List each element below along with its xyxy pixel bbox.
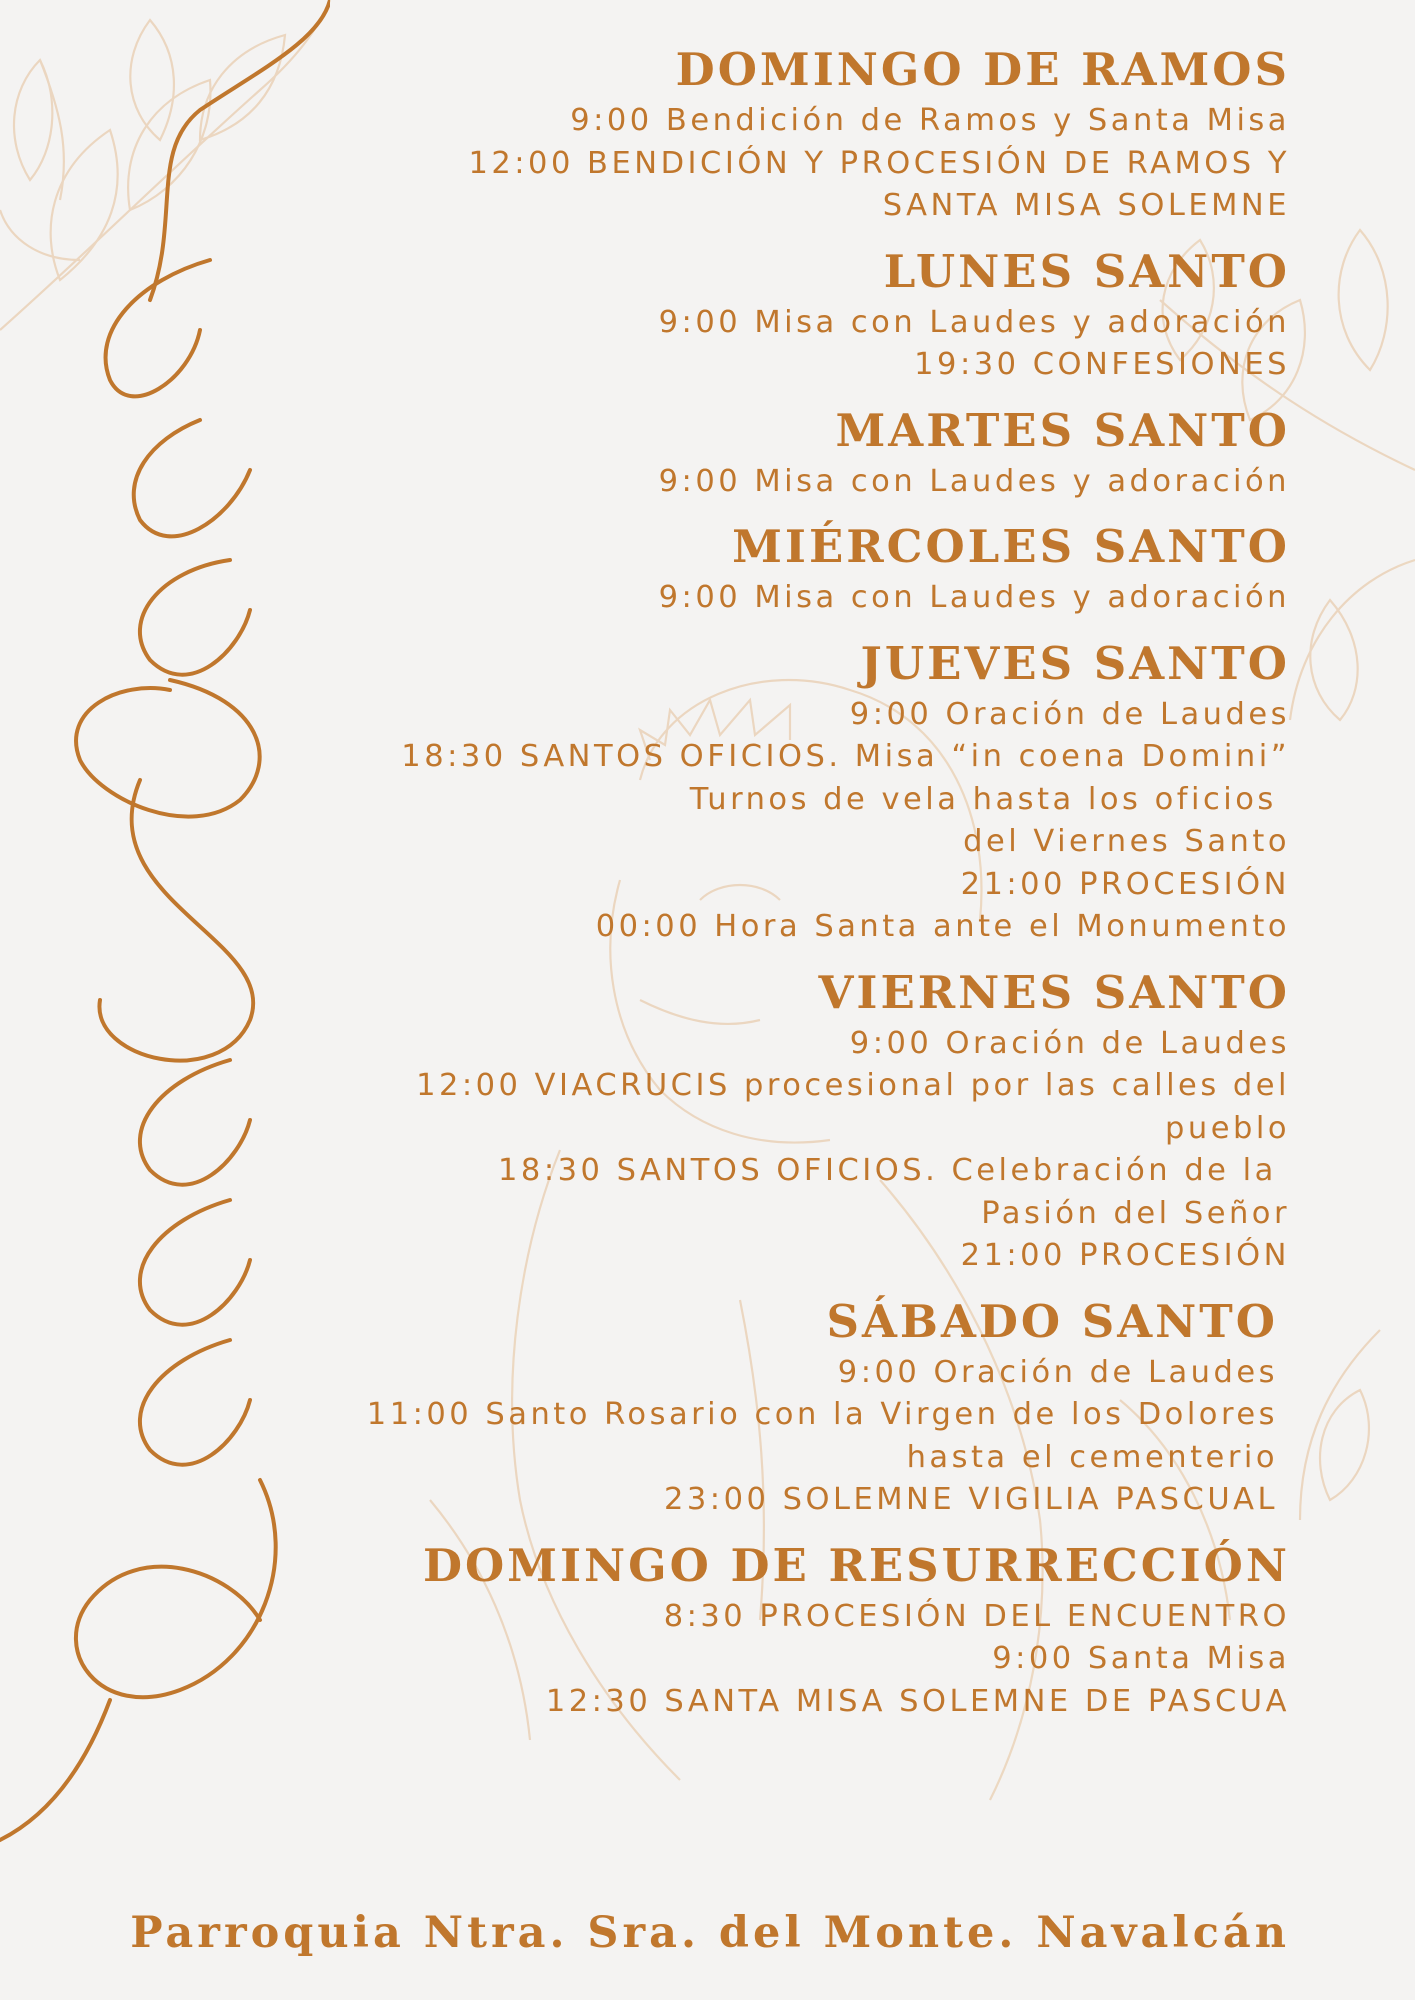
- event-line: 23:00 SOLEMNE VIGILIA PASCUAL: [664, 1482, 1278, 1517]
- day-miercoles-santo: [190, 517, 1290, 620]
- event-line: 9:00 Oración de Laudes: [849, 696, 1290, 732]
- event-line: 18:30 SANTOS OFICIOS. Misa “in coena Domini”: [401, 739, 1290, 774]
- event-line: 9:00 Misa con Laudes y adoración: [658, 304, 1290, 340]
- day-domingo-de-resurreccion: [190, 1536, 1290, 1724]
- event-line: 9:00 Santa Misa: [992, 1641, 1290, 1676]
- day-lunes-santo: [190, 242, 1290, 387]
- day-sabado-santo: [190, 1292, 1278, 1522]
- event-line: 12:00 VIACRUCIS procesional por las calles del: [416, 1068, 1290, 1103]
- event-line: 21:00 PROCESIÓN: [960, 1238, 1290, 1273]
- event-line: del Viernes Santo: [963, 824, 1290, 859]
- event-line: 9:00 Misa con Laudes y adoración: [658, 580, 1290, 615]
- event-line: 9:00 Misa con Laudes y adoración: [658, 463, 1290, 499]
- day-jueves-santo: [190, 634, 1290, 949]
- event-line: 12:00 BENDICIÓN Y PROCESIÓN DE RAMOS Y: [468, 145, 1290, 181]
- event-line: hasta el cementerio: [906, 1439, 1278, 1475]
- event-line: 9:00 Oración de Laudes: [849, 1025, 1290, 1061]
- event-line: Turnos de vela hasta los oficios: [689, 781, 1290, 817]
- day-domingo-de-ramos: [190, 40, 1290, 228]
- event-line: 21:00 PROCESIÓN: [960, 866, 1290, 902]
- event-line: 19:30 CONFESIONES: [914, 347, 1290, 382]
- day-title: SÁBADO SANTO: [826, 1294, 1278, 1348]
- day-martes-santo: [190, 401, 1290, 504]
- day-title: MARTES SANTO: [835, 403, 1290, 457]
- day-title: DOMINGO DE RAMOS: [675, 43, 1290, 96]
- footer-parish-name: Parroquia Ntra. Sra. del Monte. Navalcán: [130, 1908, 1290, 1958]
- day-title: JUEVES SANTO: [860, 636, 1290, 690]
- event-line: SANTA MISA SOLEMNE: [882, 188, 1290, 223]
- event-line: 12:30 SANTA MISA SOLEMNE DE PASCUA: [545, 1683, 1290, 1719]
- event-line: Pasión del Señor: [981, 1195, 1290, 1231]
- event-line: 18:30 SANTOS OFICIOS. Celebración de la: [498, 1153, 1290, 1188]
- day-title: DOMINGO DE RESURRECCIÓN: [422, 1538, 1290, 1592]
- day-viernes-santo: [190, 963, 1290, 1278]
- event-line: 8:30 PROCESIÓN DEL ENCUENTRO: [663, 1598, 1290, 1634]
- day-title: VIERNES SANTO: [818, 965, 1290, 1019]
- schedule: [190, 40, 1290, 1737]
- event-line: 11:00 Santo Rosario con la Virgen de los Dolores: [366, 1397, 1278, 1432]
- day-title: LUNES SANTO: [883, 244, 1290, 298]
- event-line: pueblo: [1165, 1110, 1290, 1146]
- event-line: 00:00 Hora Santa ante el Monumento: [595, 909, 1290, 944]
- day-title: MIÉRCOLES SANTO: [732, 520, 1290, 573]
- event-line: 9:00 Oración de Laudes: [837, 1354, 1278, 1390]
- event-line: 9:00 Bendición de Ramos y Santa Misa: [570, 103, 1290, 138]
